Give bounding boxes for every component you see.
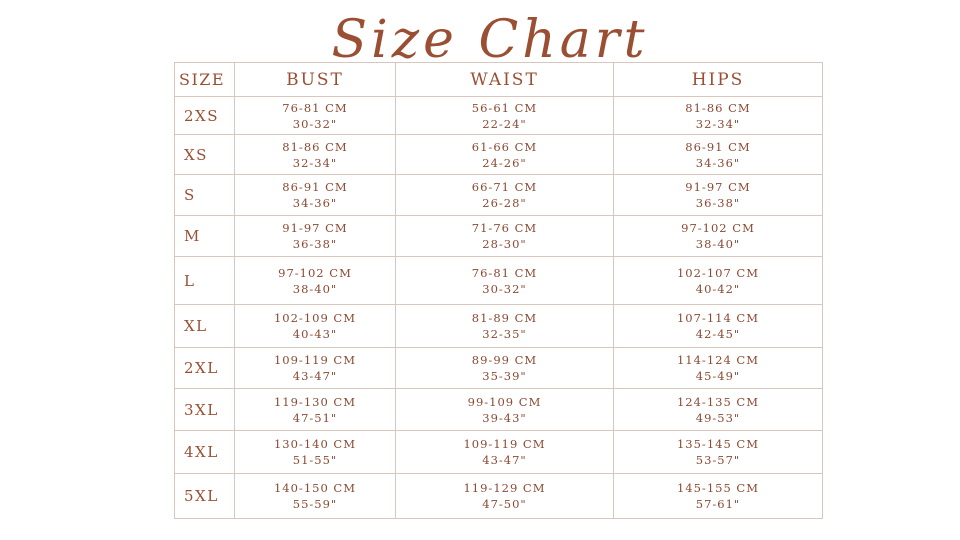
- size-label: XL: [175, 305, 235, 348]
- hips-cm: 91-97 CM: [685, 180, 751, 194]
- bust-cell: [235, 389, 396, 431]
- waist-in: 35-39": [482, 369, 527, 383]
- waist-cell: [396, 175, 614, 216]
- hips-cm: 107-114 CM: [676, 311, 759, 325]
- table-row: [175, 431, 823, 474]
- hips-cm: 114-124 CM: [676, 353, 759, 367]
- bust-cm: 91-97 CM: [282, 221, 348, 235]
- bust-cm: 76-81 CM: [282, 100, 348, 115]
- bust-cm: 81-86 CM: [282, 139, 348, 154]
- bust-in: 38-40": [292, 281, 338, 296]
- table-row: [175, 257, 823, 305]
- size-label: 3XL: [175, 389, 235, 431]
- bust-cm: 109-119 CM: [273, 353, 356, 367]
- size-label: M: [175, 216, 235, 257]
- bust-in: 40-43": [292, 327, 338, 341]
- table-row: [175, 348, 823, 389]
- hips-cell: [614, 389, 823, 431]
- page-title: Size Chart: [331, 10, 649, 70]
- waist-cell: [396, 389, 614, 431]
- bust-cm: 86-91 CM: [282, 180, 348, 194]
- bust-cell: [235, 474, 396, 519]
- bust-cell: [235, 175, 396, 216]
- waist-cm: 71-76 CM: [471, 221, 538, 235]
- waist-in: 39-43": [482, 410, 527, 425]
- hips-cm: 102-107 CM: [676, 265, 759, 280]
- bust-cm: 119-130 CM: [273, 394, 356, 409]
- size-label: 4XL: [175, 431, 235, 474]
- bust-cm: 140-150 CM: [273, 481, 356, 495]
- hips-in: 57-61": [695, 497, 741, 511]
- waist-cm: 81-89 CM: [471, 311, 538, 325]
- table-row: [175, 216, 823, 257]
- waist-cell: [396, 431, 614, 474]
- size-label: S: [175, 175, 235, 216]
- hips-cm: 81-86 CM: [685, 100, 751, 115]
- hips-cell: [614, 216, 823, 257]
- bust-cell: [235, 135, 396, 175]
- hips-in: 34-36": [695, 155, 741, 170]
- header-waist: WAIST: [396, 63, 614, 97]
- table-row: [175, 97, 823, 135]
- size-label: XS: [175, 135, 235, 175]
- size-label: 5XL: [175, 474, 235, 519]
- table-header-row: [175, 63, 823, 97]
- hips-cell: [614, 348, 823, 389]
- bust-in: 32-34": [292, 155, 338, 170]
- waist-cm: 61-66 CM: [471, 139, 538, 154]
- size-label: 2XL: [175, 348, 235, 389]
- waist-cm: 119-129 CM: [463, 481, 546, 495]
- size-chart-table: [174, 62, 823, 519]
- waist-cell: [396, 348, 614, 389]
- bust-cell: [235, 348, 396, 389]
- hips-cell: [614, 474, 823, 519]
- waist-cm: 76-81 CM: [471, 265, 538, 280]
- hips-cell: [614, 431, 823, 474]
- hips-cell: [614, 97, 823, 135]
- table-row: [175, 389, 823, 431]
- waist-cm: 89-99 CM: [471, 353, 538, 367]
- header-hips: HIPS: [614, 63, 823, 97]
- hips-in: 42-45": [695, 327, 741, 341]
- bust-cm: 130-140 CM: [273, 437, 356, 451]
- size-label: 2XS: [175, 97, 235, 135]
- bust-cell: [235, 216, 396, 257]
- hips-cm: 86-91 CM: [685, 139, 751, 154]
- waist-cell: [396, 257, 614, 305]
- hips-in: 40-42": [695, 281, 741, 296]
- waist-cm: 56-61 CM: [471, 100, 538, 115]
- hips-in: 36-38": [695, 196, 741, 210]
- hips-cm: 145-155 CM: [676, 481, 759, 495]
- table-row: [175, 135, 823, 175]
- bust-in: 36-38": [292, 237, 338, 251]
- bust-in: 55-59": [292, 497, 338, 511]
- waist-in: 30-32": [482, 281, 527, 296]
- hips-cell: [614, 175, 823, 216]
- waist-cell: [396, 474, 614, 519]
- hips-in: 45-49": [695, 369, 741, 383]
- waist-in: 28-30": [482, 237, 527, 251]
- bust-in: 43-47": [292, 369, 338, 383]
- bust-in: 34-36": [292, 196, 338, 210]
- hips-in: 49-53": [695, 410, 741, 425]
- bust-cm: 97-102 CM: [278, 265, 352, 280]
- waist-in: 26-28": [482, 196, 527, 210]
- waist-in: 32-35": [482, 327, 527, 341]
- waist-cm: 109-119 CM: [463, 437, 546, 451]
- waist-in: 24-26": [482, 155, 527, 170]
- header-bust: BUST: [235, 63, 396, 97]
- bust-cell: [235, 305, 396, 348]
- bust-cell: [235, 431, 396, 474]
- table-row: [175, 175, 823, 216]
- header-size: SIZE: [175, 63, 235, 97]
- bust-cm: 102-109 CM: [273, 311, 356, 325]
- hips-in: 38-40": [695, 237, 741, 251]
- waist-cm: 66-71 CM: [471, 180, 538, 194]
- hips-cm: 97-102 CM: [681, 221, 755, 235]
- bust-in: 47-51": [292, 410, 338, 425]
- hips-cm: 135-145 CM: [676, 437, 759, 451]
- waist-in: 47-50": [482, 497, 527, 511]
- table-row: [175, 474, 823, 519]
- bust-cell: [235, 97, 396, 135]
- waist-cell: [396, 135, 614, 175]
- waist-cell: [396, 97, 614, 135]
- hips-in: 32-34": [695, 116, 741, 131]
- waist-cell: [396, 305, 614, 348]
- bust-in: 30-32": [292, 116, 338, 131]
- bust-in: 51-55": [292, 453, 338, 467]
- waist-cm: 99-109 CM: [467, 394, 542, 409]
- waist-in: 22-24": [482, 116, 527, 131]
- waist-in: 43-47": [482, 453, 527, 467]
- bust-cell: [235, 257, 396, 305]
- waist-cell: [396, 216, 614, 257]
- table-row: [175, 305, 823, 348]
- hips-cell: [614, 135, 823, 175]
- hips-cm: 124-135 CM: [676, 394, 759, 409]
- size-label: L: [175, 257, 235, 305]
- hips-in: 53-57": [695, 453, 741, 467]
- hips-cell: [614, 305, 823, 348]
- hips-cell: [614, 257, 823, 305]
